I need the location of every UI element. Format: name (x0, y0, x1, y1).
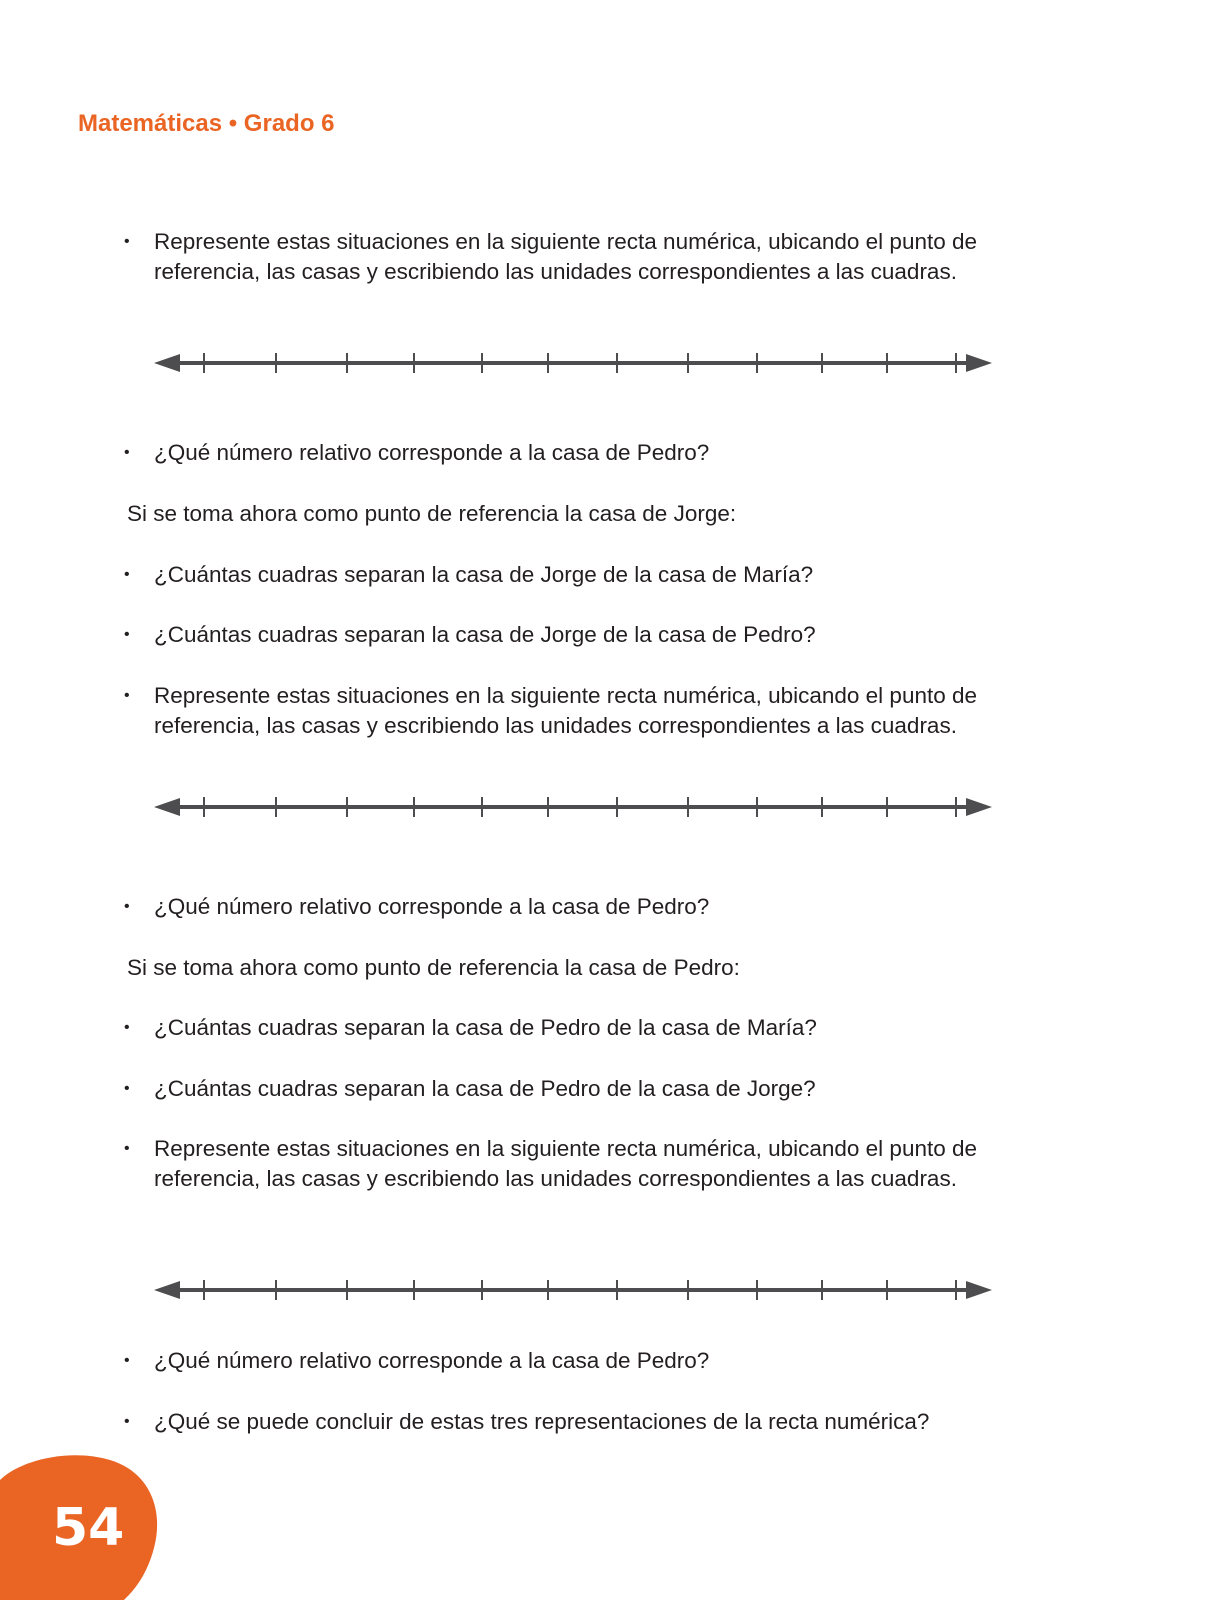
question-text: ¿Cuántas cuadras separan la casa de Pedro de la casa de María? (154, 1015, 817, 1040)
list-item (124, 1346, 1054, 1376)
number-line[interactable] (150, 343, 1010, 383)
right-arrowhead (966, 798, 992, 816)
list-item (124, 1134, 1054, 1194)
left-arrowhead (154, 798, 180, 816)
list-item (124, 1013, 1054, 1043)
list-item (124, 1074, 1054, 1104)
right-arrowhead (966, 1281, 992, 1299)
bullet: • (124, 444, 130, 461)
instruction-text: Represente estas situaciones en la siguiente recta numérica, ubicando el punto de referencia, las casas y escribiendo las unidades correspondientes a las cuadras. (154, 1136, 978, 1191)
right-arrowhead (966, 354, 992, 372)
bullet: • (124, 1019, 130, 1036)
bullet: • (124, 687, 130, 704)
bullet: • (124, 898, 130, 915)
number-line[interactable] (150, 1270, 1010, 1310)
left-arrowhead (154, 1281, 180, 1299)
left-arrowhead (154, 354, 180, 372)
bullet: • (124, 1413, 130, 1430)
list-item (124, 560, 1054, 590)
list-item (124, 620, 1054, 650)
instruction-text: Represente estas situaciones en la siguiente recta numérica, ubicando el punto de referencia, las casas y escribiendo las unidades correspondientes a las cuadras. (154, 683, 978, 738)
bullet: • (124, 1140, 130, 1157)
list-item (124, 681, 1054, 741)
question-text: ¿Cuántas cuadras separan la casa de Jorge de la casa de Pedro? (154, 622, 816, 647)
list-item (124, 438, 1054, 468)
bullet: • (124, 626, 130, 643)
question-text: ¿Qué se puede concluir de estas tres representaciones de la recta numérica? (154, 1409, 930, 1434)
page-header: Matemáticas • Grado 6 (78, 110, 335, 137)
list-item (124, 892, 1054, 922)
question-text: ¿Qué número relativo corresponde a la casa de Pedro? (154, 440, 710, 465)
instruction-text: Represente estas situaciones en la siguiente recta numérica, ubicando el punto de referencia, las casas y escribiendo las unidades correspondientes a las cuadras. (154, 229, 978, 284)
section-intro: Si se toma ahora como punto de referencia la casa de Pedro: (127, 955, 740, 980)
page-number: 54 (52, 1498, 125, 1558)
question-text: ¿Cuántas cuadras separan la casa de Jorge de la casa de María? (154, 562, 814, 587)
bullet: • (124, 233, 130, 250)
list-item (124, 227, 1054, 287)
question-text: ¿Qué número relativo corresponde a la casa de Pedro? (154, 1348, 710, 1373)
bullet: • (124, 1352, 130, 1369)
bullet: • (124, 566, 130, 583)
list-item (124, 1407, 1054, 1437)
question-text: ¿Qué número relativo corresponde a la casa de Pedro? (154, 894, 710, 919)
bullet: • (124, 1080, 130, 1097)
question-text: ¿Cuántas cuadras separan la casa de Pedro de la casa de Jorge? (154, 1076, 816, 1101)
section-intro: Si se toma ahora como punto de referencia la casa de Jorge: (127, 501, 737, 526)
number-line[interactable] (150, 787, 1010, 827)
